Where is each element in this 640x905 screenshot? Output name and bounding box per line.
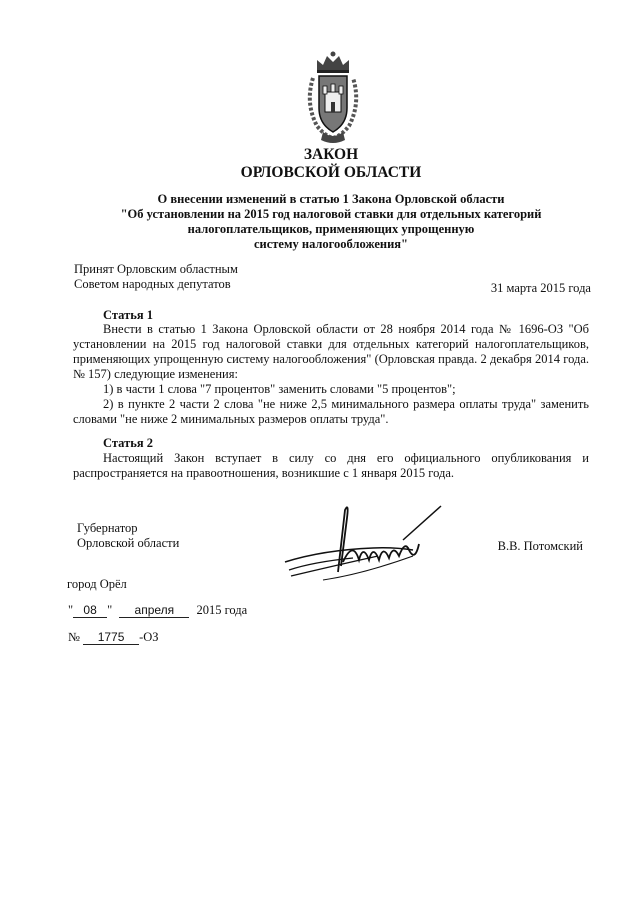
subtitle-line-4: систему налогообложения" <box>253 237 408 251</box>
date-year: 2015 года <box>196 603 248 617</box>
city-of-signing: город Орёл <box>67 577 127 591</box>
governor-title-line-2: Орловской области <box>77 536 180 550</box>
signing-date <box>68 603 247 618</box>
subtitle-line-3: налогоплательщиков, применяющих упрощенную <box>187 222 475 236</box>
article-1-item-1: 1) в части 1 слова "7 процентов" заменить словами "5 процентов"; <box>103 382 456 396</box>
number-suffix: -ОЗ <box>139 630 159 644</box>
adoption-line-2: Советом народных депутатов <box>74 277 231 291</box>
article-2-body <box>73 451 589 481</box>
law-number <box>68 630 159 645</box>
handwritten-signature <box>283 500 443 590</box>
date-quote-open: " <box>68 603 74 617</box>
subtitle-line-1: О внесении изменений в статью 1 Закона Орловской области <box>157 192 505 206</box>
article-1-text: Внести в статью 1 Закона Орловской области от 28 ноября 2014 года № 1696-ОЗ "Об установлении на 2015 год налоговой ставки для отдельных категорий налогоплательщиков, применяющих упрощенную систему налогообложения" (Орловская правда. 2 декабря 2014 года. № 157) следующие изменения: <box>73 322 589 381</box>
governor-title-line-1: Губернатор <box>77 521 138 535</box>
number-value: 1775 <box>83 631 139 645</box>
law-subtitle <box>62 192 600 252</box>
date-quote-close: " <box>107 603 113 617</box>
coat-of-arms-emblem <box>303 48 363 144</box>
date-day: 08 <box>73 604 107 618</box>
subtitle-line-2: "Об установлении на 2015 год налоговой ставки для отдельных категорий <box>120 207 542 221</box>
governor-name: В.В. Потомский <box>497 539 583 553</box>
adoption-line-1: Принят Орловским областным <box>74 262 238 276</box>
article-1-heading: Статья 1 <box>103 308 153 322</box>
article-2-heading: Статья 2 <box>103 436 153 450</box>
date-month: апреля <box>119 604 189 618</box>
article-2-text: Настоящий Закон вступает в силу со дня его официального опубликования и распространяется на правоотношения, возникшие с 1 января 2015 года. <box>73 451 589 480</box>
law-title <box>0 146 640 182</box>
title-line-1: ЗАКОН <box>303 146 359 163</box>
adoption-date: 31 марта 2015 года <box>490 281 591 295</box>
article-1-item-2: 2) в пункте 2 части 2 слова "не ниже 2,5 минимального размера оплаты труда" заменить словами "не ниже 2 минимальных размеров оплаты труда". <box>73 397 589 426</box>
title-line-2: ОРЛОВСКОЙ ОБЛАСТИ <box>240 164 422 181</box>
number-prefix: № <box>68 630 80 644</box>
article-1-body <box>73 322 589 427</box>
